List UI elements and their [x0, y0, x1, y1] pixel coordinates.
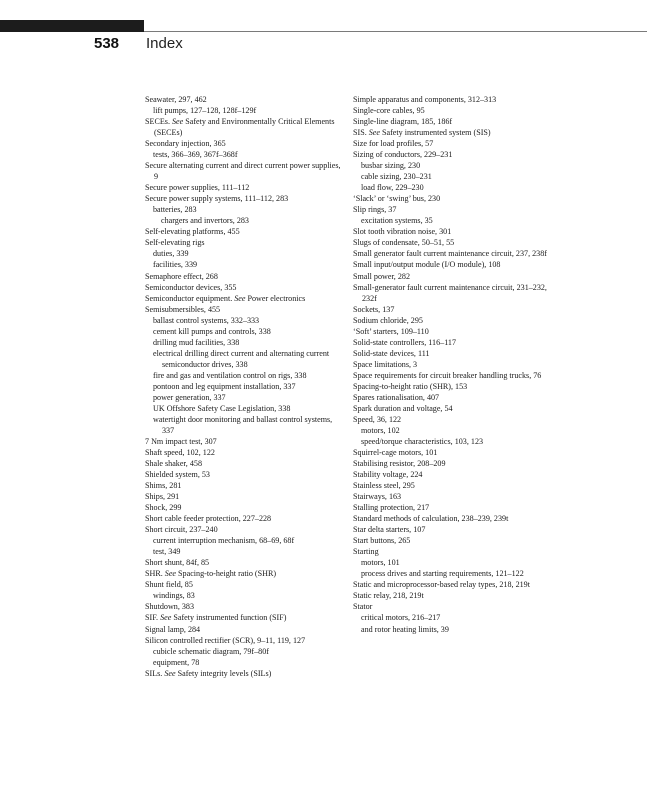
index-entry: Start buttons, 265	[353, 536, 411, 546]
index-entry: ‘Soft’ starters, 109–110	[353, 326, 429, 336]
index-entry: Small input/output module (I/O module), 108	[353, 260, 501, 270]
index-entry: Sockets, 137	[353, 304, 395, 314]
index-entry: 7 Nm impact test, 307	[145, 436, 217, 446]
index-column-right	[353, 94, 553, 635]
index-entry: Shielded system, 53	[145, 470, 210, 480]
index-subentry: pontoon and leg equipment installation, 337	[153, 381, 296, 391]
index-subentry: windings, 83	[153, 591, 195, 601]
header-rule	[144, 31, 647, 32]
index-entry: Short circuit, 237–240	[145, 525, 218, 535]
index-subentry: motors, 101	[361, 558, 400, 568]
index-entry: Static relay, 218, 219t	[353, 591, 424, 601]
index-subentry: lift pumps, 127–128, 128f–129f	[153, 106, 257, 116]
index-subentry: watertight door monitoring and ballast control systems, 337	[153, 414, 333, 435]
index-entry: Secure power supply systems, 111–112, 283	[145, 194, 289, 204]
index-subentry: and rotor heating limits, 39	[361, 624, 449, 634]
index-entry: Slip rings, 37	[353, 205, 397, 215]
index-subentry: facilities, 339	[153, 260, 198, 270]
index-subentry: chargers and invertors, 283	[161, 216, 249, 226]
index-entry: Single-core cables, 95	[353, 106, 425, 116]
index-entry: Secondary injection, 365	[145, 139, 226, 149]
index-subentry: equipment, 78	[153, 657, 200, 667]
index-entry: Shutdown, 383	[145, 602, 195, 612]
index-entry: Standard methods of calculation, 238–239, 239t	[353, 514, 509, 524]
index-entry: Spares rationalisation, 407	[353, 392, 440, 402]
index-entry: SHR. See Spacing-to-height ratio (SHR)	[145, 569, 277, 579]
index-entry: Spark duration and voltage, 54	[353, 403, 453, 413]
index-subentry: busbar sizing, 230	[361, 161, 421, 171]
index-entry: Semiconductor devices, 355	[145, 282, 237, 292]
running-head: Index	[146, 35, 183, 52]
index-entry: Single-line diagram, 185, 186f	[353, 117, 453, 127]
index-entry: Semisubmersibles, 455	[145, 304, 221, 314]
index-entry: Shunt field, 85	[145, 580, 193, 590]
index-entry: SILs. See Safety integrity levels (SILs)	[145, 668, 272, 678]
index-entry: Simple apparatus and components, 312–313	[353, 95, 497, 104]
index-entry: Signal lamp, 284	[145, 624, 201, 634]
index-entry: SIS. See Safety instrumented system (SIS)	[353, 128, 491, 138]
index-subentry: excitation systems, 35	[361, 216, 433, 226]
index-subentry: process drives and starting requirements, 121–122	[361, 569, 524, 579]
index-entry: SIF. See Safety instrumented function (SIF)	[145, 613, 287, 623]
index-entry: Solid-state controllers, 116–117	[353, 337, 457, 347]
index-entry: Space limitations, 3	[353, 359, 418, 369]
index-entry: Short cable feeder protection, 227–228	[145, 514, 272, 524]
index-entry: Shale shaker, 458	[145, 459, 202, 469]
index-entry: Self-elevating platforms, 455	[145, 227, 240, 237]
index-subentry: tests, 366–369, 367f–368f	[153, 150, 238, 160]
index-entry: Semiconductor equipment. See Power electronics	[145, 293, 306, 303]
index-entry: SECEs. See Safety and Environmentally Critical Elements (SECEs)	[145, 117, 335, 138]
index-entry: Stalling protection, 217	[353, 503, 430, 513]
index-subentry: critical motors, 216–217	[361, 613, 441, 623]
index-entry: Secure power supplies, 111–112	[145, 183, 250, 193]
index-entry: Shims, 281	[145, 481, 182, 491]
index-subentry: power generation, 337	[153, 392, 226, 402]
index-entry: Ships, 291	[145, 492, 180, 502]
index-entry: Spacing-to-height ratio (SHR), 153	[353, 381, 468, 391]
index-entry: Stator	[353, 602, 373, 612]
index-entry: ‘Slack’ or ‘swing’ bus, 230	[353, 194, 441, 204]
index-subentry: electrical drilling direct current and alternating current semiconductor drives, 338	[153, 348, 330, 369]
index-entry: Shock, 299	[145, 503, 182, 513]
header-bar	[0, 20, 144, 32]
index-entry: Semaphore effect, 268	[145, 271, 218, 281]
index-entry: Small power, 282	[353, 271, 410, 281]
index-entry: Sizing of conductors, 229–231	[353, 150, 453, 160]
index-entry: Speed, 36, 122	[353, 414, 402, 424]
index-subentry: motors, 102	[361, 425, 400, 435]
index-entry: Self-elevating rigs	[145, 238, 205, 248]
index-subentry: current interruption mechanism, 68–69, 68f	[153, 536, 295, 546]
index-entry: Stabilising resistor, 208–209	[353, 459, 446, 469]
index-entry: Stability voltage, 224	[353, 470, 423, 480]
index-entry: Slugs of condensate, 50–51, 55	[353, 238, 455, 248]
index-entry: Sodium chloride, 295	[353, 315, 423, 325]
index-subentry: fire and gas and ventilation control on rigs, 338	[153, 370, 307, 380]
index-subentry: ballast control systems, 332–333	[153, 315, 260, 325]
index-entry: Silicon controlled rectifier (SCR), 9–11, 119, 127	[145, 635, 306, 645]
index-subentry: duties, 339	[153, 249, 189, 259]
index-entry: Space requirements for circuit breaker handling trucks, 76	[353, 370, 542, 380]
index-column-left	[145, 94, 341, 679]
index-entry: Secure alternating current and direct current power supplies, 9	[145, 161, 341, 182]
index-subentry: batteries, 283	[153, 205, 197, 215]
index-subentry: cement kill pumps and controls, 338	[153, 326, 271, 336]
index-subentry: cable sizing, 230–231	[361, 172, 432, 182]
index-entry: Shaft speed, 102, 122	[145, 448, 215, 457]
index-subentry: drilling mud facilities, 338	[153, 337, 240, 347]
index-entry: Solid-state devices, 111	[353, 348, 430, 358]
index-entry: Slot tooth vibration noise, 301	[353, 227, 452, 237]
index-entry: Starting	[353, 547, 379, 557]
index-subentry: speed/torque characteristics, 103, 123	[361, 436, 484, 446]
index-entry: Stairways, 163	[353, 492, 402, 502]
index-subentry: test, 349	[153, 547, 181, 557]
index-subentry: UK Offshore Safety Case Legislation, 338	[153, 403, 291, 413]
index-subentry: cubicle schematic diagram, 79f–80f	[153, 646, 269, 656]
index-entry: Static and microprocessor-based relay types, 218, 219t	[353, 580, 530, 590]
index-entry: Squirrel-cage motors, 101	[353, 448, 438, 457]
index-entry: Small-generator fault current maintenance circuit, 231–232, 232f	[353, 282, 547, 303]
index-entry: Size for load profiles, 57	[353, 139, 434, 149]
index-entry: Short shunt, 84f, 85	[145, 558, 210, 568]
index-entry: Seawater, 297, 462	[145, 95, 207, 104]
page-number: 538	[94, 35, 120, 52]
index-entry: Small generator fault current maintenance circuit, 237, 238f	[353, 249, 547, 259]
index-entry: Stainless steel, 295	[353, 481, 415, 491]
index-subentry: load flow, 229–230	[361, 183, 424, 193]
index-entry: Star delta starters, 107	[353, 525, 426, 535]
